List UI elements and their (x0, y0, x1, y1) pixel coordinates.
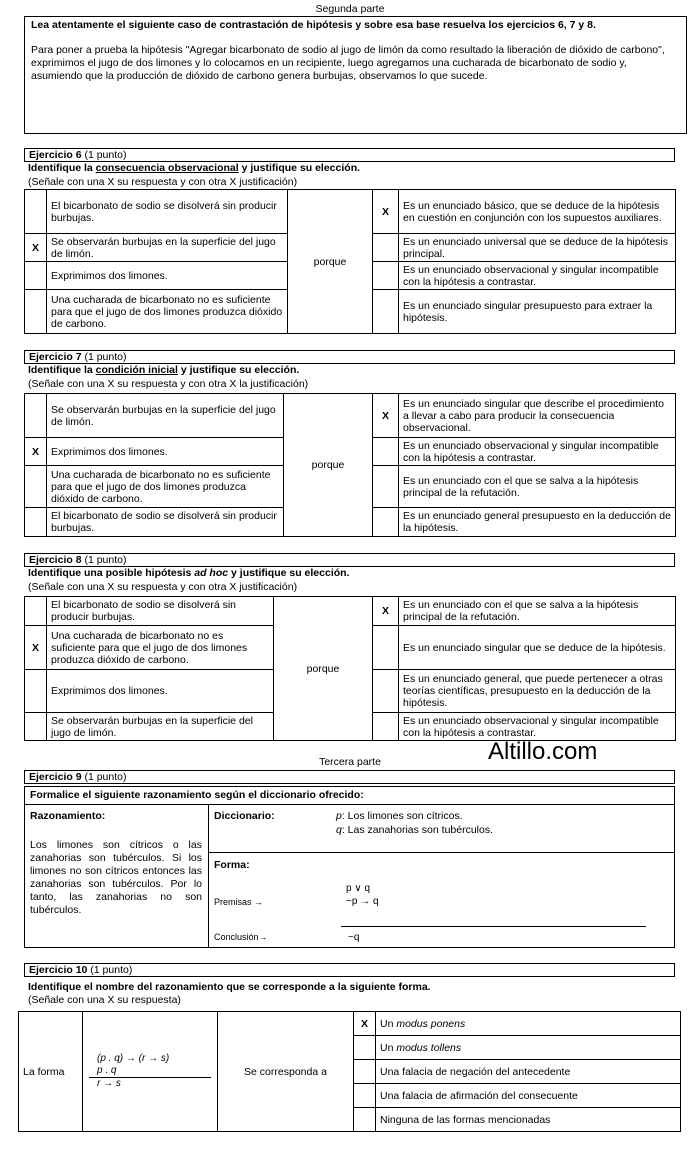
ex8-option-mark[interactable] (25, 670, 47, 713)
ex7-q-post: y justifique su elección. (177, 364, 300, 376)
ex7-question (28, 364, 299, 377)
ex9-points: (1 punto) (84, 771, 127, 783)
ex6-justification-mark[interactable] (373, 234, 399, 262)
ex8-question (28, 567, 349, 580)
ex10-option: Una falacia de negación del antecedente (376, 1060, 681, 1084)
ex10-conclusion: r → s (97, 1078, 121, 1089)
ex10-option-mark[interactable] (354, 1108, 376, 1132)
ex9-reasoning-text: Los limones son cítricos o las zanahorias son tubérculos. Si los limones no son cítricos entonces las zanahorias son tubérculos. Por lo tanto, las zanahorias no son tubérculos. (30, 839, 202, 916)
ex10-option (376, 1036, 681, 1060)
ex6-q-key: consecuencia observacional (95, 162, 239, 174)
ex10-form-label: La forma (19, 1012, 83, 1132)
ex7-justification-mark[interactable] (373, 438, 399, 466)
ex6-option: Exprimimos dos limones. (47, 262, 288, 290)
ex9-form-label: Forma: (214, 859, 250, 871)
ex10-option-text: Un (380, 1017, 397, 1030)
divider (208, 804, 209, 947)
ex9-dict-q (336, 824, 493, 836)
ex8-justification-mark[interactable] (373, 626, 399, 670)
ex9-dictionary-label: Diccionario: (214, 810, 275, 822)
ex8-option: Exprimimos dos limones. (47, 670, 274, 713)
ex9-premises-label: Premisas → (214, 897, 264, 907)
ex8-justification-mark[interactable] (373, 713, 399, 741)
ex8-hint: (Señale con una X su respuesta y con otra X justificación) (28, 581, 298, 593)
ex6-option-mark[interactable]: X (25, 234, 47, 262)
divider (25, 804, 674, 805)
ex8-justification: Es un enunciado singular que se deduce de la hipótesis. (399, 626, 676, 670)
ex10-question: Identifique el nombre del razonamiento que se corresponde a la siguiente forma. (28, 981, 431, 993)
ex7-justification: Es un enunciado general presupuesto en la deducción de la hipótesis. (399, 508, 676, 537)
ex6-question (28, 162, 360, 175)
ex8-option-mark[interactable] (25, 597, 47, 626)
ex6-header (24, 148, 675, 162)
ex10-premise-1: (p . q) → (r → s) (97, 1053, 170, 1064)
ex7-option-mark[interactable]: X (25, 438, 47, 466)
ex6-option-mark[interactable] (25, 290, 47, 334)
ex10-option-mark[interactable] (354, 1036, 376, 1060)
ex8-justification: Es un enunciado con el que se salva a la hipótesis principal de la refutación. (399, 597, 676, 626)
ex7-justification: Es un enunciado con el que se salva a la hipótesis principal de la refutación. (399, 466, 676, 508)
ex8-justification-mark[interactable] (373, 670, 399, 713)
ex9-dict-q-text: : Las zanahorias son tubérculos. (341, 824, 494, 836)
ex7-table (24, 393, 676, 537)
ex6-table (24, 189, 676, 334)
porque-label: porque (274, 597, 373, 741)
ex7-points: (1 punto) (84, 351, 127, 363)
ex10-option: Una falacia de afirmación del consecuente (376, 1084, 681, 1108)
inference-line (341, 926, 646, 927)
ex10-option: Ninguna de las formas mencionadas (376, 1108, 681, 1132)
ex7-hint: (Señale con una X su respuesta y con otra X la justificación) (28, 378, 309, 390)
ex10-option-mark[interactable] (354, 1084, 376, 1108)
ex9-dict-p-var: p (336, 810, 342, 822)
ex9-header (24, 770, 675, 784)
porque-label: porque (284, 394, 373, 537)
ex7-option: El bicarbonato de sodio se disolverá sin producir burbujas. (47, 508, 284, 537)
ex10-option-em: modus ponens (396, 1017, 466, 1030)
ex7-option-mark[interactable] (25, 508, 47, 537)
intro-box (24, 16, 687, 134)
ex6-title: Ejercicio 6 (29, 149, 82, 161)
ex6-justification-mark[interactable] (373, 290, 399, 334)
intro-body: Para poner a prueba la hipótesis "Agregar bicarbonato de sodio al jugo de limón da como resultado la liberación de dióxido de carbono", exprimimos el jugo de dos limones y lo colocamos en un recipiente, luego agregamos una cucharada de bicarbonato de sodio y, asumiendo que la producción de dióxido de carbono genera burbujas, observamos lo que sucede. (31, 44, 665, 82)
part3-title: Tercera parte (319, 756, 381, 768)
ex7-option: Se observarán burbujas en la superficie del jugo de limón. (47, 394, 284, 438)
ex9-conclusion-label: Conclusión→ (214, 932, 268, 942)
ex10-option-mark[interactable]: X (354, 1012, 376, 1036)
ex9-question: Formalice el siguiente razonamiento según el diccionario ofrecido: (30, 789, 364, 801)
ex9-title: Ejercicio 9 (29, 771, 82, 783)
ex7-justification-mark[interactable]: X (373, 394, 399, 438)
ex9-reasoning-label: Razonamiento: (30, 810, 106, 822)
ex8-option-mark[interactable] (25, 713, 47, 741)
ex9-dict-p-text: : Los limones son cítricos. (341, 810, 463, 822)
ex10-premise-2: p . q (89, 1065, 211, 1078)
ex7-option: Una cucharada de bicarbonato no es suficiente para que el jugo de dos limones produzca dióxido de carbono. (47, 466, 284, 508)
ex10-option-em: modus tollens (396, 1041, 462, 1054)
ex6-justification: Es un enunciado singular presupuesto para extraer la hipótesis. (399, 290, 676, 334)
ex6-justification-mark[interactable] (373, 262, 399, 290)
ex8-justification: Es un enunciado general, que puede pertenecer a otras teorías científicas, presupuesto en la deducción de la hipótesis. (399, 670, 676, 713)
ex9-dict-p (336, 810, 463, 822)
ex7-justification: Es un enunciado singular que describe el procedimiento a llevar a cabo para producir la consecuencia observacional. (399, 394, 676, 438)
ex7-justification-mark[interactable] (373, 466, 399, 508)
ex7-option-mark[interactable] (25, 394, 47, 438)
ex9-dict-q-var: q (336, 824, 342, 836)
ex6-justification: Es un enunciado observacional y singular incompatible con la hipótesis a contrastar. (399, 262, 676, 290)
ex8-table (24, 596, 676, 741)
ex8-justification-mark[interactable]: X (373, 597, 399, 626)
ex8-option-mark[interactable]: X (25, 626, 47, 670)
ex6-option-mark[interactable] (25, 262, 47, 290)
ex10-corresponds-label: Se corresponda a (218, 1012, 354, 1132)
ex7-q-pre: Identifique la (28, 364, 96, 376)
ex7-title: Ejercicio 7 (29, 351, 82, 363)
ex6-q-pre: Identifique la (28, 162, 96, 174)
ex7-justification-mark[interactable] (373, 508, 399, 537)
ex9-box (24, 786, 675, 948)
ex8-points: (1 punto) (84, 554, 127, 566)
ex7-option: Exprimimos dos limones. (47, 438, 284, 466)
ex6-option: Se observarán burbujas en la superficie del jugo de limón. (47, 234, 288, 262)
ex6-option-mark[interactable] (25, 190, 47, 234)
ex6-justification: Es un enunciado básico, que se deduce de la hipótesis en cuestión en conjunción con los supuestos auxiliares. (399, 190, 676, 234)
ex10-title: Ejercicio 10 (29, 964, 88, 976)
ex10-form (83, 1012, 218, 1132)
ex6-q-post: y justifique su elección. (238, 162, 361, 174)
altillo-watermark: Altillo.com (488, 738, 598, 765)
ex6-justification: Es un enunciado universal que se deduce de la hipótesis principal. (399, 234, 676, 262)
ex9-premise-2: ~p → q (346, 896, 379, 907)
ex6-hint: (Señale con una X su respuesta y con otra X justificación) (28, 176, 298, 188)
ex8-q-pre: Identifique una posible hipótesis (28, 567, 195, 579)
ex6-points: (1 punto) (84, 149, 127, 161)
ex8-title: Ejercicio 8 (29, 554, 82, 566)
ex7-justification: Es un enunciado observacional y singular incompatible con la hipótesis a contrastar. (399, 438, 676, 466)
ex8-justification: Es un enunciado observacional y singular incompatible con la hipótesis a contrastar. (399, 713, 676, 741)
ex9-conclusion: ~q (348, 932, 360, 943)
ex8-q-post: y justifique su elección. (228, 567, 350, 579)
ex6-justification-mark[interactable]: X (373, 190, 399, 234)
ex7-header (24, 350, 675, 364)
ex9-premise-1: p ∨ q (346, 883, 370, 894)
ex8-q-key: ad hoc (194, 567, 229, 579)
ex7-option-mark[interactable] (25, 466, 47, 508)
ex8-option: Una cucharada de bicarbonato no es suficiente para que el jugo de dos limones produzca dióxido de carbono. (47, 626, 274, 670)
ex10-option (376, 1012, 681, 1036)
ex8-option: El bicarbonato de sodio se disolverá sin producir burbujas. (47, 597, 274, 626)
ex10-option-text: Un (380, 1041, 397, 1054)
ex10-points: (1 punto) (90, 964, 133, 976)
ex10-table (18, 1011, 681, 1132)
ex6-option: El bicarbonato de sodio se disolverá sin producir burbujas. (47, 190, 288, 234)
ex10-header (24, 963, 675, 977)
ex8-option: Se observarán burbujas en la superficie del jugo de limón. (47, 713, 274, 741)
ex7-q-key: condición inicial (95, 364, 178, 376)
divider (208, 852, 674, 853)
ex10-option-mark[interactable] (354, 1060, 376, 1084)
part2-title: Segunda parte (315, 3, 385, 15)
ex10-hint: (Señale con una X su respuesta) (28, 994, 181, 1006)
ex8-header (24, 553, 675, 567)
porque-label: porque (288, 190, 373, 334)
ex6-option: Una cucharada de bicarbonato no es suficiente para que el jugo de dos limones produzca dióxido de carbono. (47, 290, 288, 334)
intro-heading: Lea atentamente el siguiente caso de contrastación de hipótesis y sobre esa base resuelva los ejercicios 6, 7 y 8. (31, 19, 596, 31)
